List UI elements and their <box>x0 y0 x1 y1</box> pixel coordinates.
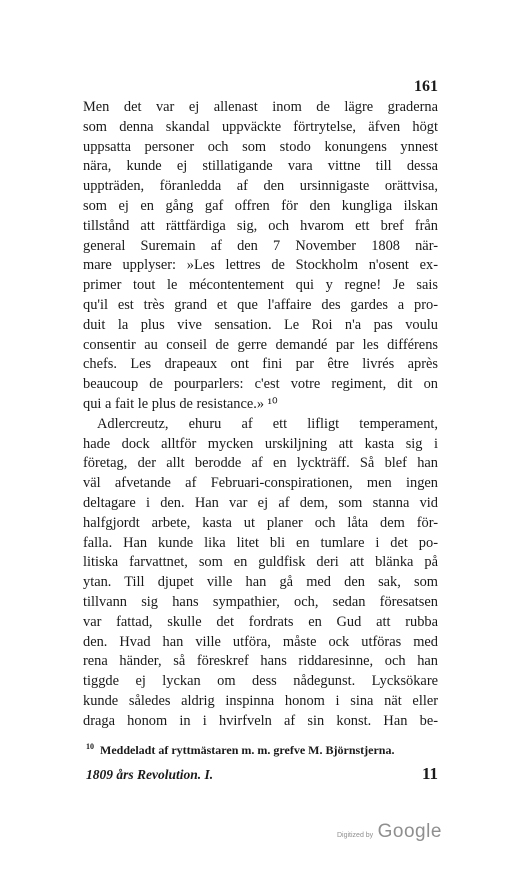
footnote-text: Meddeladt af ryttmästaren m. m. grefve M. Björnstjerna. <box>100 743 395 757</box>
text-line: uppsatta personer och som stodo konungens ynnest <box>83 138 438 155</box>
text-line: nära, kunde ej stillatigande vara vittne till dessa <box>83 158 438 175</box>
text-line: falla. Han kunde lika litet bli en tumlare i det po- <box>83 534 438 551</box>
text-line: chefs. Les drapeaux ont fini par être livrés après <box>83 356 438 373</box>
footnote <box>86 742 438 758</box>
watermark-prefix: Digitized by <box>337 832 374 839</box>
text-line: duit la plus vive sensation. Le Roi n'a pas voulu <box>83 316 438 333</box>
text-line: tiggde ej lyckan om dess nådegunst. Lycksökare <box>83 673 438 690</box>
signature-line <box>86 764 438 783</box>
watermark-brand: Google <box>377 821 442 842</box>
text-line: Men det var ej allenast inom de lägre graderna <box>83 99 438 115</box>
text-line: ytan. Till djupet ville han gå med den sak, som <box>83 574 438 591</box>
text-line: Adlercreutz, ehuru af ett lifligt temperament, <box>97 415 438 432</box>
text-line: qui a fait le plus de resistance.» ¹⁰ <box>83 395 278 412</box>
text-line: halfgjordt arbete, kasta ut planer och låta dem för- <box>83 514 438 531</box>
text-line: litiska farvattnet, som en guldfisk deri att blänka på <box>83 554 438 571</box>
digitized-watermark <box>337 821 442 843</box>
text-line: qu'il est très grand et que l'affaire des gardes a pro- <box>83 296 438 313</box>
text-line: den. Hvad han ville utföra, måste ock utföras med <box>83 633 438 650</box>
text-line: hade dock alltför mycken urskiljning att kasta sig i <box>83 435 438 452</box>
text-line: tillstånd att rättfärdiga sig, och hvarom ett bref från <box>83 217 438 234</box>
text-line: uppträden, föranledda af den ursinnigaste orättvisa, <box>83 178 438 195</box>
footnote-marker: 10 <box>86 742 94 751</box>
text-line: som denna skandal uppväckte förtrytelse, äfven högt <box>83 118 438 135</box>
text-line: consentir au conseil de gerre demandé par les différens <box>83 336 438 353</box>
text-line: var fattad, skulle det fordrats en Gud att rubba <box>83 613 438 630</box>
text-line: som ej en gång gaf offren för den kungliga ilskan <box>83 197 438 214</box>
text-line: företag, der allt berodde af en lyckträff. Så blef han <box>83 455 438 472</box>
text-line: draga honom in i hvirfveln af sin konst. Han be- <box>83 712 438 729</box>
text-line: deltagare i den. Han var ej af dem, som stanna vid <box>83 494 438 511</box>
signature-mark: 11 <box>421 764 438 783</box>
text-line: beaucoup de pourparlers: c'est votre regiment, dit on <box>83 376 438 393</box>
text-line: rena händer, så föreskref hans riddaresinne, och han <box>83 653 438 670</box>
text-line: general Suremain af den 7 November 1808 när- <box>83 237 438 254</box>
page-number: 161 <box>414 78 438 95</box>
signature-title: 1809 års Revolution. I. <box>86 767 214 782</box>
text-line: tillvann sig hans sympathier, och, sedan föresatsen <box>83 593 438 610</box>
text-line: primer tout le mécontentement qui y regne! Je sais <box>83 277 438 294</box>
body-text <box>83 98 438 732</box>
text-line: mare upplyser: »Les lettres de Stockholm n'osent ex- <box>83 257 438 274</box>
text-line: kunde således aldrig inspinna honom i sina nät eller <box>83 692 438 709</box>
text-line: väl afvetande af Februari-conspirationen, men ingen <box>83 475 438 492</box>
